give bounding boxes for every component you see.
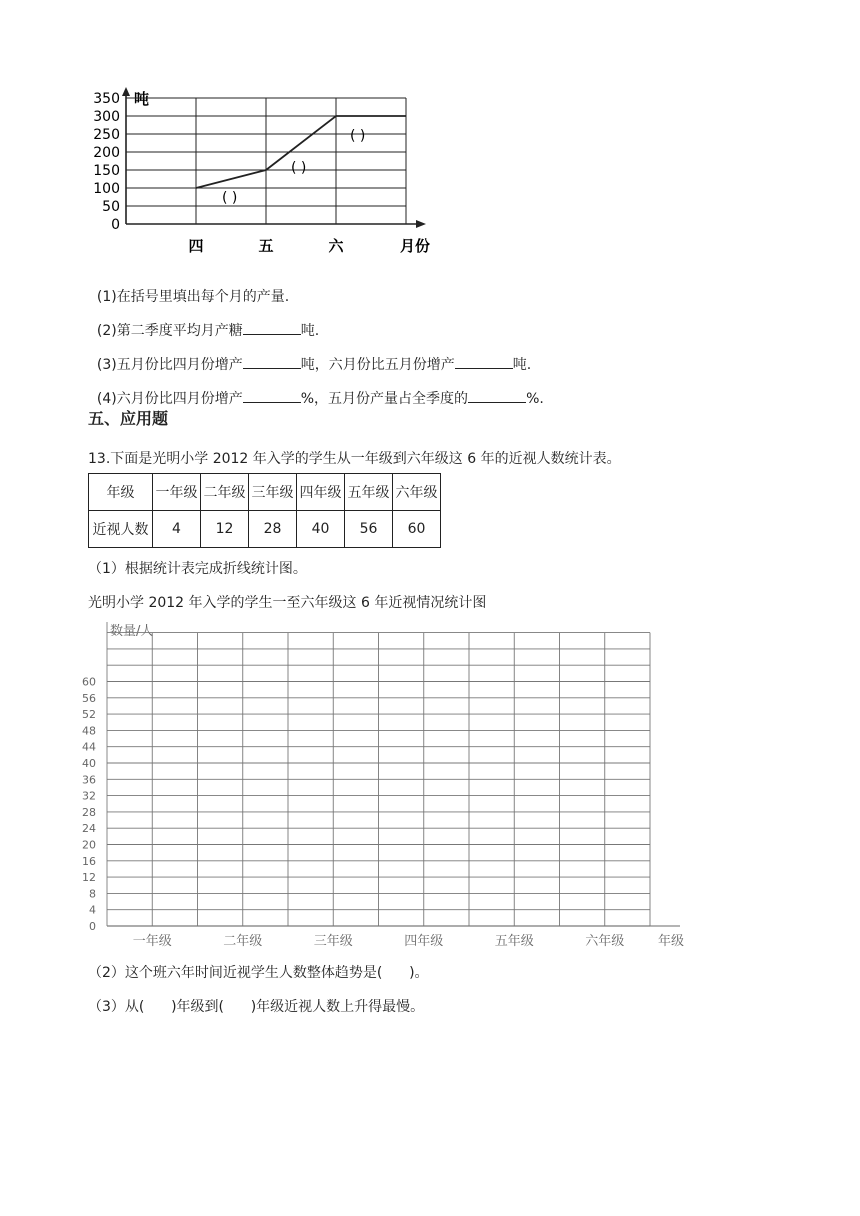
chart2-xtick-label: 二年级 bbox=[223, 934, 263, 949]
answer-blank[interactable] bbox=[468, 390, 526, 403]
chart1-xtick-label: 六 bbox=[328, 237, 344, 255]
chart2-ytick-label: 0 bbox=[89, 920, 96, 933]
table-column-header: 三年级 bbox=[249, 474, 297, 511]
table-column-header: 六年级 bbox=[393, 474, 441, 511]
table-column-header: 二年级 bbox=[201, 474, 249, 511]
question-13-sub-3: （3）从( )年级到( )年级近视人数上升得最慢。 bbox=[88, 999, 425, 1015]
answer-blank[interactable] bbox=[243, 390, 301, 403]
chart2-ytick-label: 8 bbox=[89, 887, 96, 901]
table-column-header: 四年级 bbox=[297, 474, 345, 511]
chart1-ytick-label: 150 bbox=[93, 163, 120, 179]
table-row bbox=[89, 474, 441, 511]
chart2-ytick-label: 56 bbox=[82, 691, 96, 705]
chart2-ytick-label: 12 bbox=[82, 871, 96, 885]
question-13-sub-1: （1）根据统计表完成折线统计图。 bbox=[88, 561, 307, 577]
table-row-header: 近视人数 bbox=[89, 511, 153, 548]
chart2-ytick-label: 16 bbox=[82, 854, 96, 868]
production-line-chart bbox=[80, 84, 440, 260]
table-cell: 12 bbox=[201, 511, 249, 548]
chart2-ytick-label: 32 bbox=[82, 789, 96, 803]
myopia-stats-table bbox=[88, 473, 441, 548]
chart2-xtick-label: 三年级 bbox=[313, 934, 353, 949]
chart2-ytick-label: 60 bbox=[82, 675, 96, 689]
chart1-ytick-label: 250 bbox=[93, 127, 120, 143]
chart1-blank-label-may: ( ) bbox=[291, 160, 307, 176]
chart2-ylabel: 数量/人 bbox=[110, 624, 154, 639]
sub-question-1: (1)在括号里填出每个月的产量. bbox=[96, 289, 290, 305]
chart1-ytick-label: 350 bbox=[93, 91, 120, 107]
chart2-ytick-label: 48 bbox=[82, 724, 96, 738]
chart2-xtick-label: 四年级 bbox=[404, 934, 444, 949]
chart2-xlabel: 年级 bbox=[658, 934, 685, 949]
table-row-header: 年级 bbox=[89, 474, 153, 511]
question-13-sub-2: （2）这个班六年时间近视学生人数整体趋势是( )。 bbox=[88, 965, 429, 981]
table-cell: 28 bbox=[249, 511, 297, 548]
table-row bbox=[89, 511, 441, 548]
myopia-blank-grid-chart bbox=[80, 618, 700, 954]
chart2-ytick-label: 20 bbox=[82, 838, 96, 852]
chart1-ytick-label: 0 bbox=[111, 217, 120, 233]
chart1-xlabel: 月份 bbox=[400, 237, 431, 255]
table-column-header: 一年级 bbox=[153, 474, 201, 511]
chart2-ytick-label: 36 bbox=[82, 773, 96, 787]
chart2-ytick-label: 40 bbox=[82, 757, 96, 770]
chart2-title: 光明小学 2012 年入学的学生一至六年级这 6 年近视情况统计图 bbox=[88, 595, 487, 611]
chart1-ylabel: 吨 bbox=[134, 90, 150, 108]
chart1-ytick-label: 200 bbox=[93, 145, 120, 161]
chart2-ytick-label: 4 bbox=[89, 903, 96, 917]
table-cell: 40 bbox=[297, 511, 345, 548]
chart2-ytick-label: 28 bbox=[82, 805, 96, 819]
chart1-xtick-label: 四 bbox=[188, 237, 204, 255]
chart2-ytick-label: 24 bbox=[82, 822, 96, 836]
chart1-ytick-label: 100 bbox=[93, 181, 120, 197]
chart2-ytick-label: 52 bbox=[82, 708, 96, 722]
chart2-xtick-label: 六年级 bbox=[585, 934, 625, 949]
chart1-blank-label-june: ( ) bbox=[350, 128, 366, 144]
chart2-ytick-label: 44 bbox=[82, 740, 96, 754]
table-cell: 60 bbox=[393, 511, 441, 548]
question-13-intro: 13.下面是光明小学 2012 年入学的学生从一年级到六年级这 6 年的近视人数统计表。 bbox=[88, 451, 621, 467]
section-title: 五、应用题 bbox=[88, 409, 169, 428]
table-cell: 4 bbox=[153, 511, 201, 548]
answer-blank[interactable] bbox=[243, 322, 301, 335]
sub-question-2: (2)第二季度平均月产糖 吨. bbox=[96, 323, 320, 339]
chart1-blank-label-april: ( ) bbox=[222, 190, 238, 206]
sub-question-3: (3)五月份比四月份增产 吨，六月份比五月份增产 吨. bbox=[96, 357, 532, 373]
chart2-xtick-label: 五年级 bbox=[494, 934, 534, 949]
chart1-ytick-label: 50 bbox=[102, 199, 120, 215]
table-cell: 56 bbox=[345, 511, 393, 548]
table-column-header: 五年级 bbox=[345, 474, 393, 511]
chart1-xtick-label: 五 bbox=[258, 237, 274, 255]
sub-question-4: (4)六月份比四月份增产 %，五月份产量占全季度的 %. bbox=[96, 391, 544, 407]
answer-blank[interactable] bbox=[243, 356, 301, 369]
answer-blank[interactable] bbox=[455, 356, 513, 369]
chart1-ytick-label: 300 bbox=[93, 109, 120, 125]
chart2-xtick-label: 一年级 bbox=[132, 934, 172, 949]
